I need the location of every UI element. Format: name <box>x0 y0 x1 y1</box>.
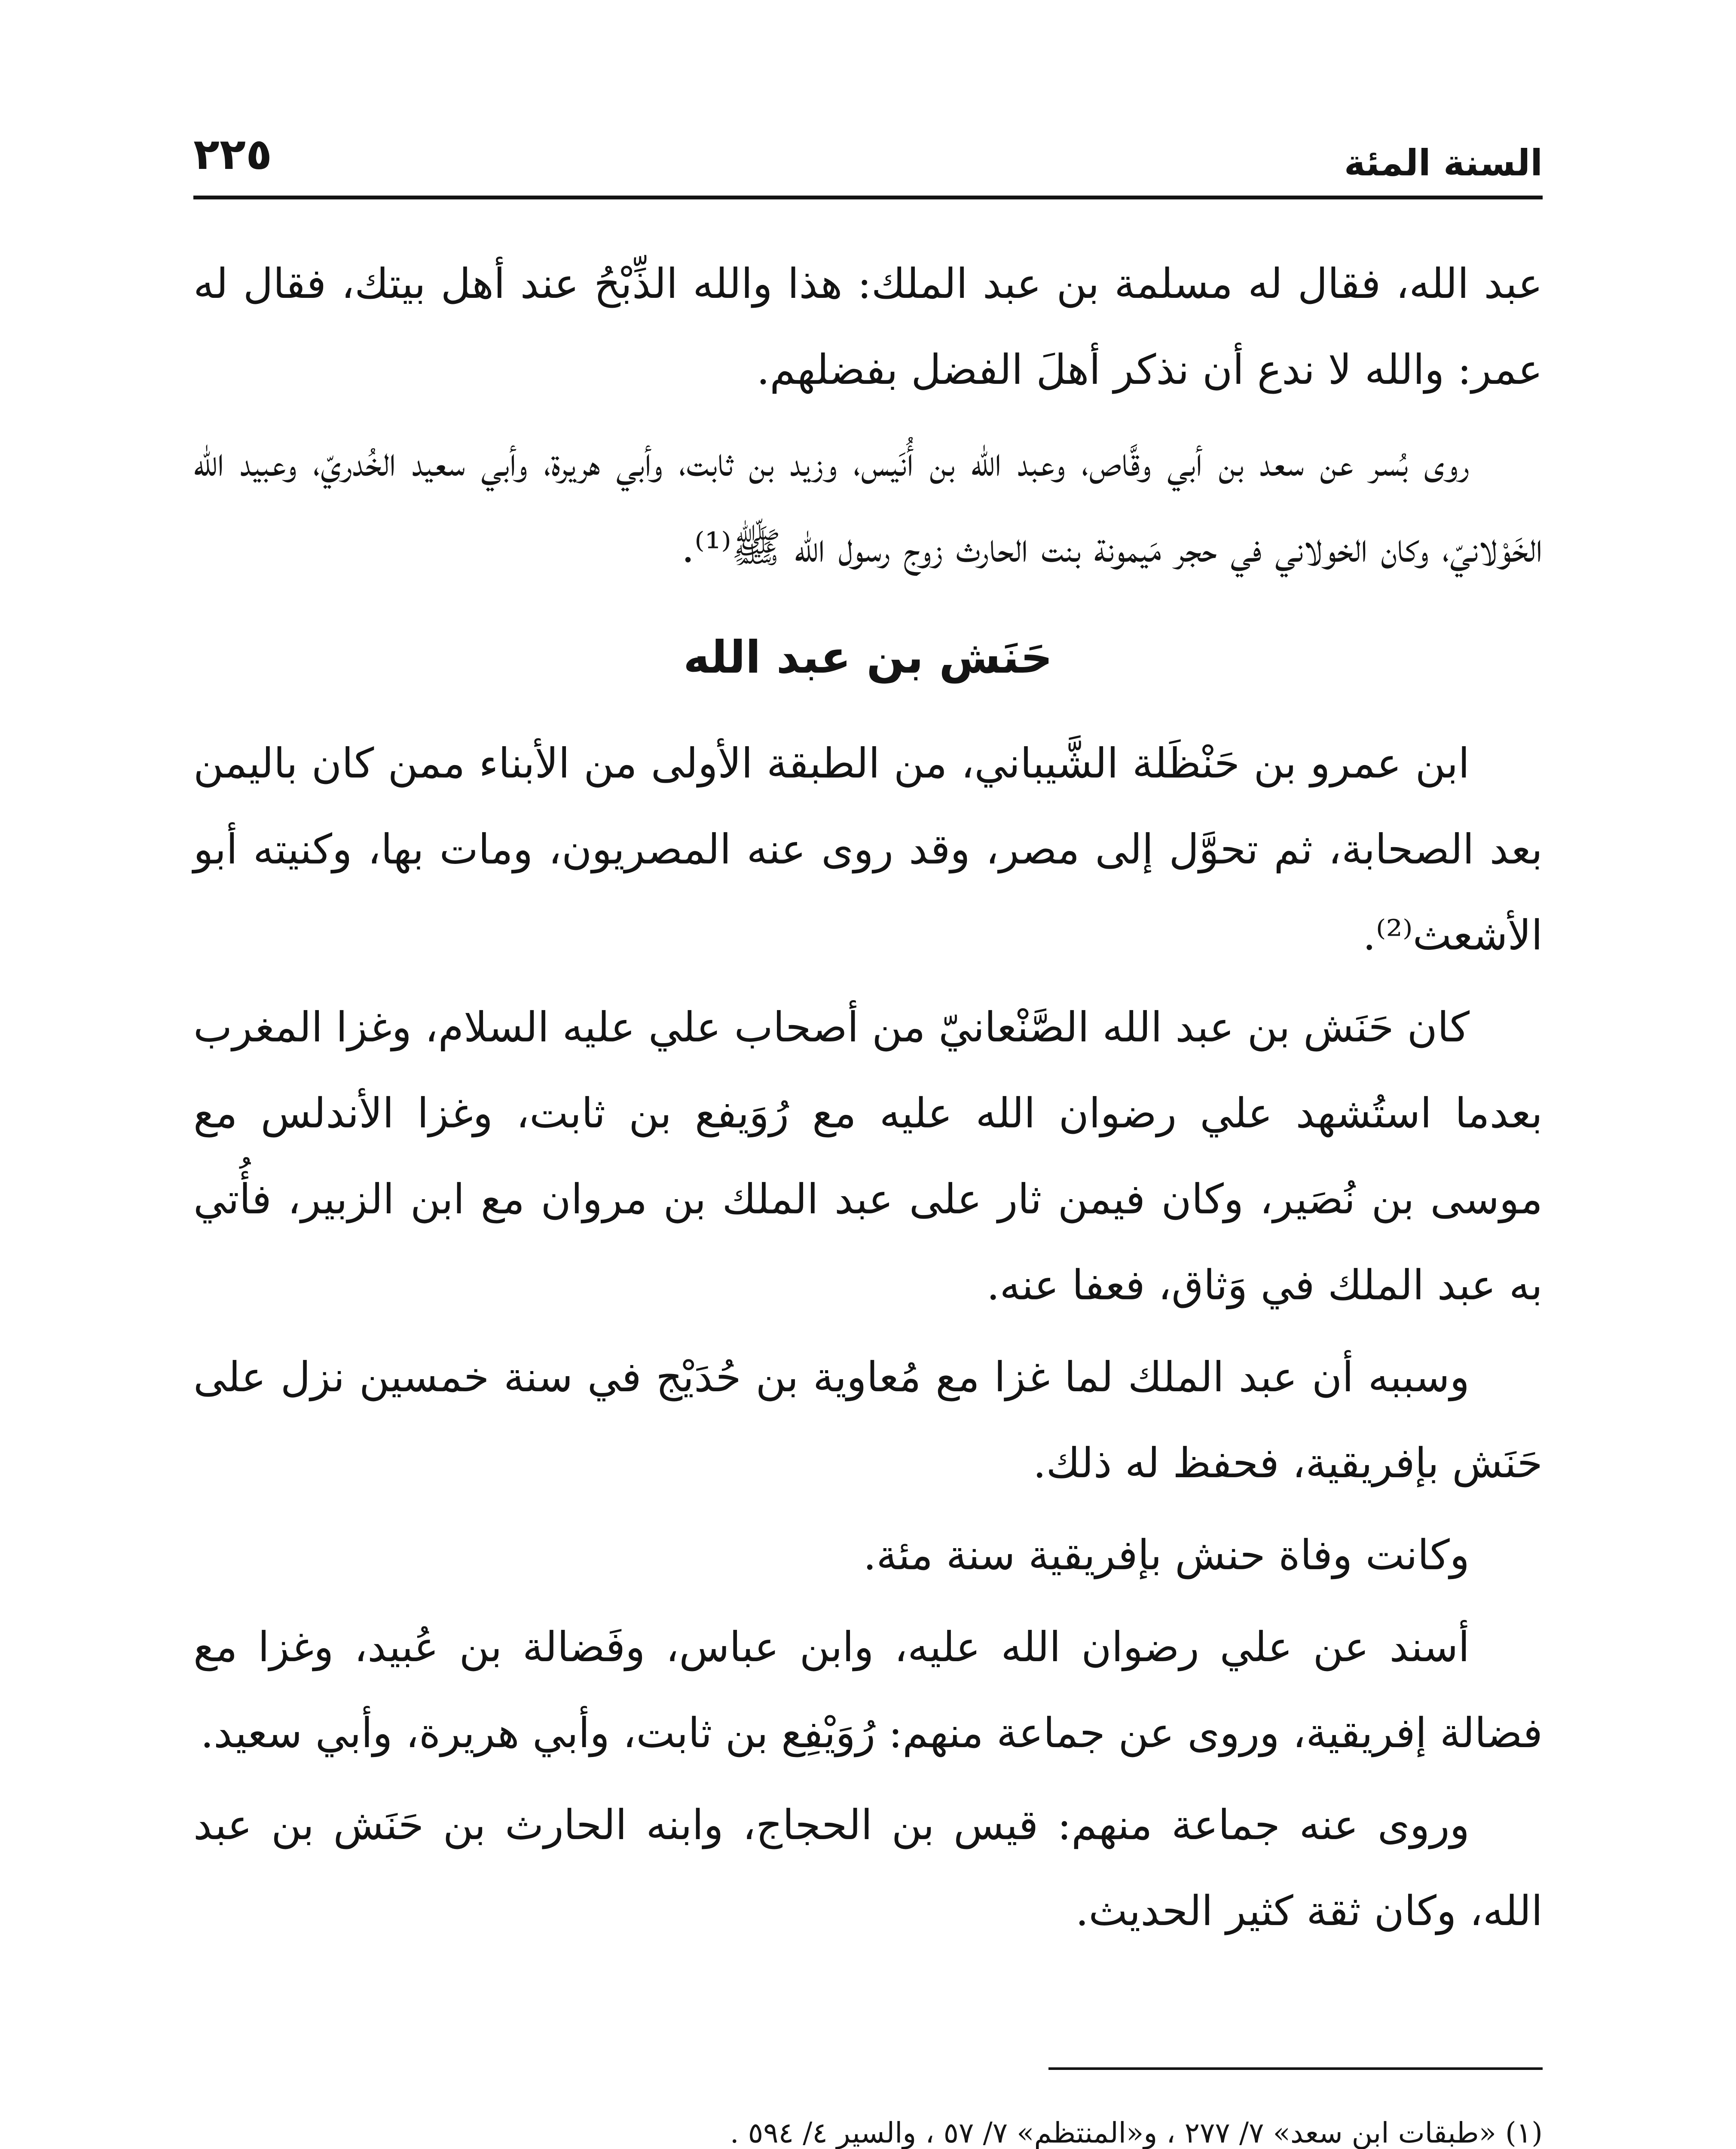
header-rule <box>193 196 1543 199</box>
paragraph: ابن عمرو بن حَنْظَلة الشَّيباني، من الطبقة الأولى من الأبناء ممن كان باليمن بعد الصحابة، ثم تحوَّل إلى مصر، وقد روى عنه المصريون، ومات بها، وكنيته أبو الأشعث⁽²⁾. <box>193 739 1543 959</box>
book-page <box>193 0 1543 2149</box>
paragraph: كان حَنَش بن عبد الله الصَّنْعانيّ من أصحاب علي عليه السلام، وغزا المغرب بعدما استُشهد علي رضوان الله عليه مع رُوَيفع بن ثابت، وغزا الأندلس مع موسى بن نُصَير، وكان فيمن ثار على عبد الملك بن مروان مع ابن الزبير، فأُتي به عبد الملك في وَثاق، فعفا عنه. <box>193 1003 1543 1309</box>
footnote: (١) «طبقات ابن سعد» ٧/ ٢٧٧ ، و«المنتظم» ٧/ ٥٧ ، والسير ٤/ ٥٩٤ . <box>730 2116 1543 2149</box>
page-header <box>193 129 1543 193</box>
footnotes <box>193 2106 1543 2149</box>
paragraph: وسببه أن عبد الملك لما غزا مع مُعاوية بن حُدَيْج في سنة خمسين نزل على حَنَش بإفريقية، فحفظ له ذلك. <box>193 1353 1543 1487</box>
paragraph: روى بُسر عن سعد بن أبي وقَّاص، وعبد الله بن أُنَيس، وزيد بن ثابت، وأبي هريرة، وأبي سعيد الخُدريّ، وعبيد الله الخَوْلانيّ، وكان الخولاني في حجر مَيمونة بنت الحارث زوج رسول الله ﷺ⁽¹⁾. <box>193 438 1543 572</box>
main-text <box>193 241 1543 1960</box>
paragraph: وكانت وفاة حنش بإفريقية سنة مئة. <box>863 1531 1470 1579</box>
paragraph: عبد الله، فقال له مسلمة بن عبد الملك: هذا والله الذِّبْحُ عند أهل بيتك، فقال له عمر: والله لا ندع أن نذكر أهلَ الفضل بفضلهم. <box>193 260 1543 394</box>
paragraph: أسند عن علي رضوان الله عليه، وابن عباس، وفَضالة بن عُبيد، وغزا مع فضالة إفريقية، وروى عن جماعة منهم: رُوَيْفِع بن ثابت، وأبي هريرة، وأبي سعيد. <box>193 1623 1543 1757</box>
page-number: ٢٢٥ <box>193 129 272 179</box>
running-title: السنة المئة <box>1344 142 1543 184</box>
paragraph: وروى عنه جماعة منهم: قيس بن الحجاج، وابنه الحارث بن حَنَش بن عبد الله، وكان ثقة كثير الحديث. <box>193 1801 1543 1935</box>
footnote-separator <box>1048 2067 1543 2070</box>
section-heading: حَنَش بن عبد الله <box>683 631 1053 683</box>
